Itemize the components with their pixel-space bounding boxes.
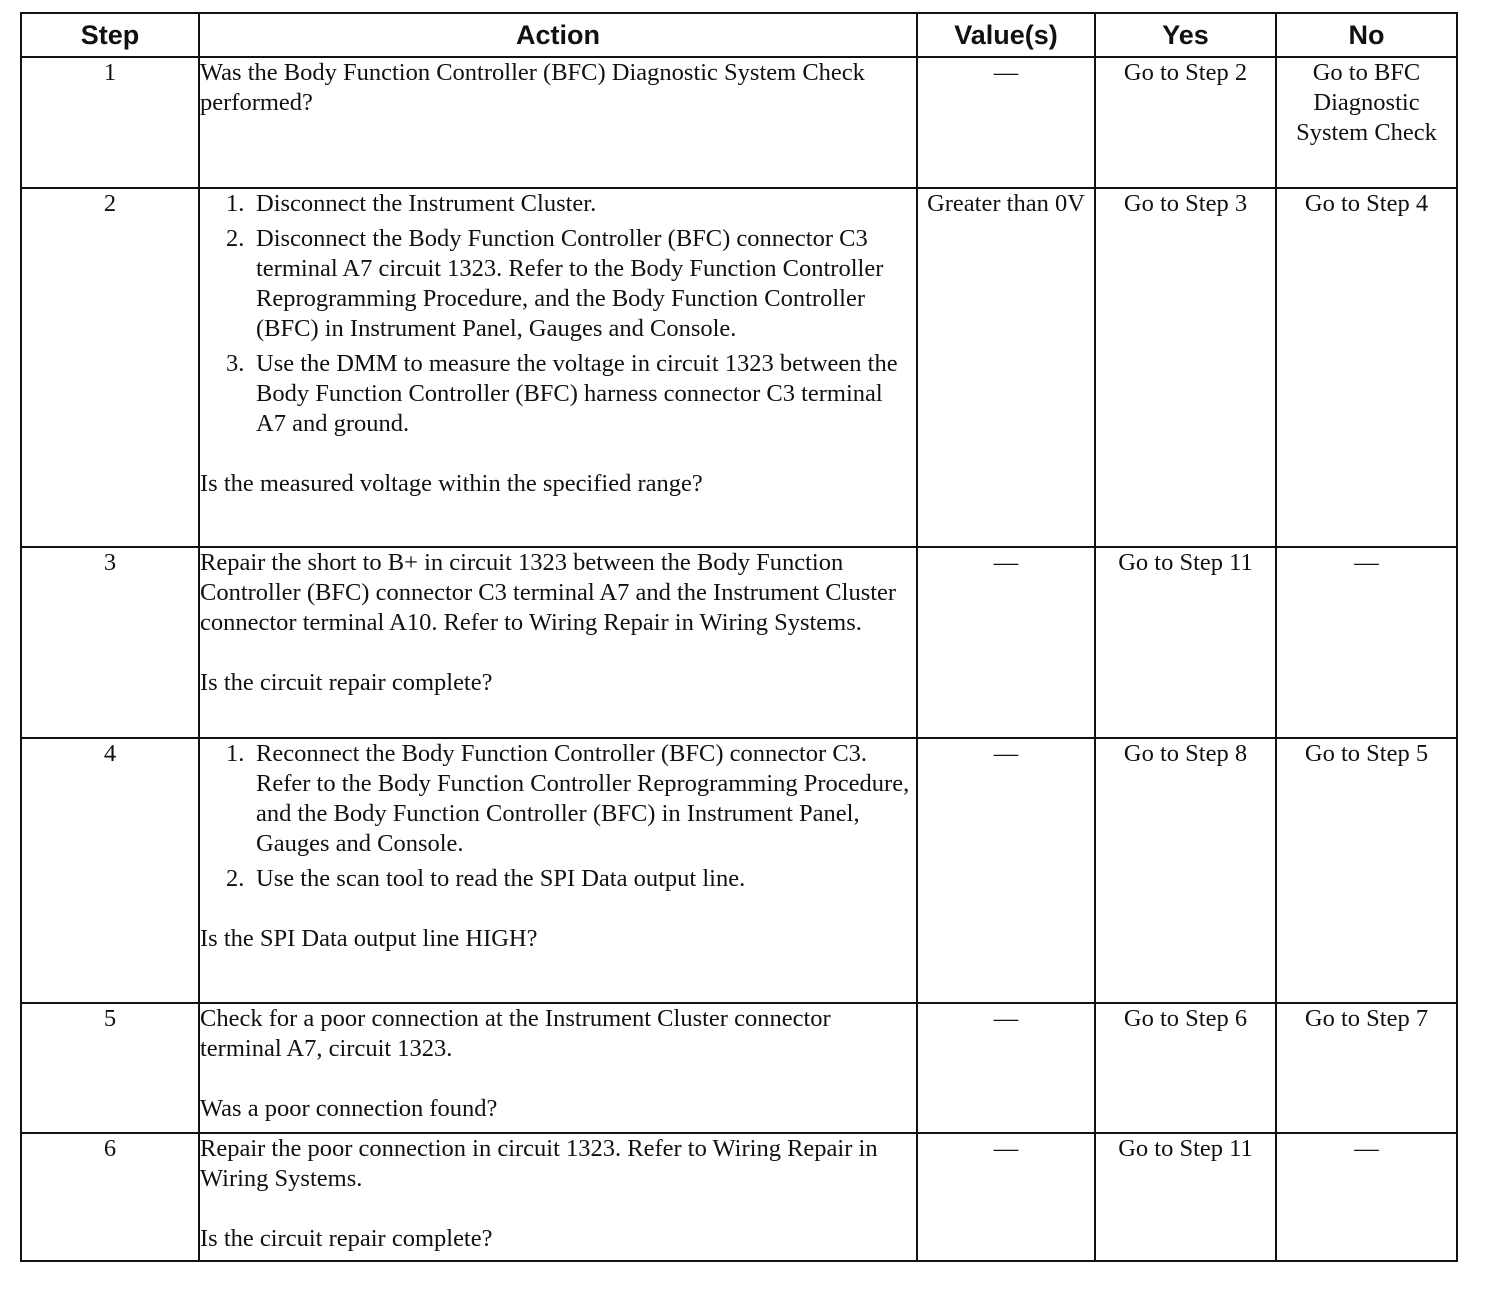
action-step-item: 2. Disconnect the Body Function Controller (BFC) connector C3 terminal A7 circuit 1323. Refer to the Body Function Controller Reprogramming Procedure, and the Body Function Controller (BFC) in Instrument Panel, Gauges and Console. (226, 225, 884, 342)
action-question: Was the Body Function Controller (BFC) Diagnostic System Check performed? (200, 59, 865, 116)
no-cell: Go to Step 4 (1276, 188, 1457, 547)
table-row (21, 738, 1457, 1003)
action-question: Is the circuit repair complete? (200, 1225, 493, 1252)
header-step: Step (21, 13, 199, 57)
table-row (21, 547, 1457, 738)
step-number: 4 (21, 738, 199, 1003)
action-text (199, 1133, 917, 1261)
value-cell: — (917, 1003, 1095, 1133)
table-row (21, 188, 1457, 547)
yes-cell: Go to Step 2 (1095, 57, 1276, 188)
yes-cell: Go to Step 11 (1095, 1133, 1276, 1261)
header-row (21, 13, 1457, 57)
action-question: Is the measured voltage within the specified range? (200, 470, 703, 497)
value-cell: — (917, 1133, 1095, 1261)
yes-cell: Go to Step 6 (1095, 1003, 1276, 1133)
diagnostic-table (20, 12, 1458, 1262)
header-values: Value(s) (917, 13, 1095, 57)
action-step-item: 2. Use the scan tool to read the SPI Data output line. (226, 865, 746, 892)
step-number: 5 (21, 1003, 199, 1133)
no-cell: Go to Step 5 (1276, 738, 1457, 1003)
value-cell: — (917, 547, 1095, 738)
action-text (199, 547, 917, 738)
header-yes: Yes (1095, 13, 1276, 57)
no-cell: — (1276, 547, 1457, 738)
table-row (21, 1133, 1457, 1261)
yes-cell: Go to Step 11 (1095, 547, 1276, 738)
action-steps-list (200, 739, 916, 894)
action-description: Check for a poor connection at the Instrument Cluster connector terminal A7, circuit 1323. (200, 1005, 831, 1062)
action-text (199, 57, 917, 188)
action-steps-list (200, 189, 916, 439)
action-question: Is the SPI Data output line HIGH? (200, 925, 538, 952)
value-cell: — (917, 738, 1095, 1003)
step-number: 6 (21, 1133, 199, 1261)
action-step-item: 1. Disconnect the Instrument Cluster. (226, 190, 597, 217)
step-number: 2 (21, 188, 199, 547)
action-step-item: 3. Use the DMM to measure the voltage in circuit 1323 between the Body Function Controller (BFC) harness connector C3 terminal A7 and ground. (226, 350, 898, 437)
action-question: Was a poor connection found? (200, 1095, 498, 1122)
yes-cell: Go to Step 8 (1095, 738, 1276, 1003)
action-question: Is the circuit repair complete? (200, 669, 493, 696)
action-description: Repair the short to B+ in circuit 1323 between the Body Function Controller (BFC) connector C3 terminal A7 and the Instrument Cluster connector terminal A10. Refer to Wiring Repair in Wiring Systems. (200, 549, 897, 636)
step-number: 3 (21, 547, 199, 738)
action-text (199, 738, 917, 1003)
table-row (21, 57, 1457, 188)
value-cell: — (917, 57, 1095, 188)
action-description: Repair the poor connection in circuit 1323. Refer to Wiring Repair in Wiring Systems. (200, 1135, 878, 1192)
no-cell: Go to BFC Diagnostic System Check (1276, 57, 1457, 188)
no-cell: Go to Step 7 (1276, 1003, 1457, 1133)
action-text (199, 188, 917, 547)
table-row (21, 1003, 1457, 1133)
action-text (199, 1003, 917, 1133)
step-number: 1 (21, 57, 199, 188)
value-cell: Greater than 0V (917, 188, 1095, 547)
no-cell: — (1276, 1133, 1457, 1261)
header-action: Action (199, 13, 917, 57)
header-no: No (1276, 13, 1457, 57)
action-step-item: 1. Reconnect the Body Function Controller (BFC) connector C3. Refer to the Body Function Controller Reprogramming Procedure, and the Body Function Controller (BFC) in Instrument Panel, Gauges and Console. (226, 740, 910, 857)
yes-cell: Go to Step 3 (1095, 188, 1276, 547)
